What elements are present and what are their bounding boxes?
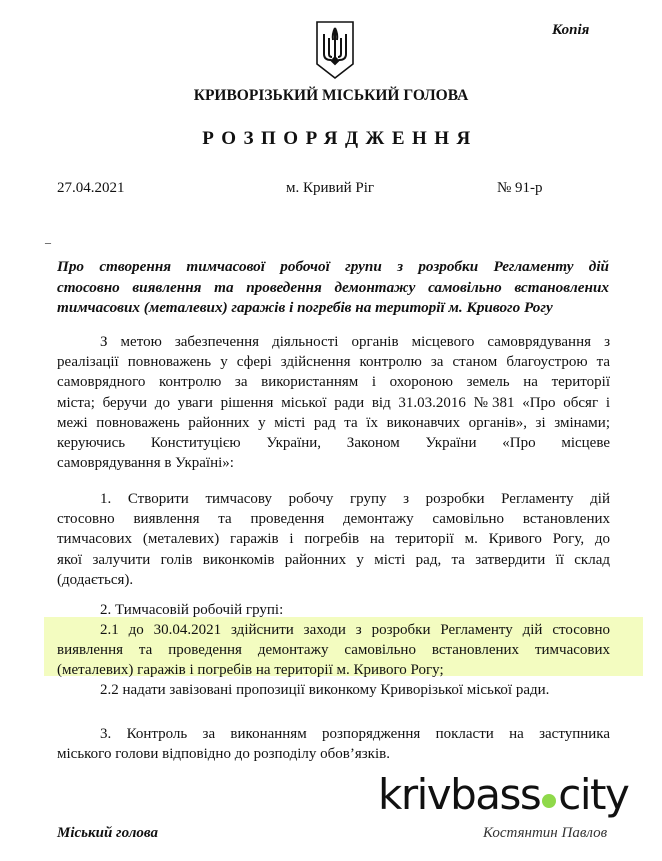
subject-line: Про створення тимчасової робочої групи з розробки Регламенту дій bbox=[57, 258, 609, 275]
item-3-line: 3. Контроль за виконанням розпорядження покласти на заступника bbox=[100, 726, 610, 742]
item-2-paragraph bbox=[57, 600, 610, 700]
signer-name: Костянтин Павлов bbox=[483, 825, 608, 841]
preamble-line: межі повноважень районних у місті рад та їх виконавчих органів», зі змінами; bbox=[57, 414, 610, 431]
document-city: м. Кривий Ріг bbox=[286, 180, 375, 196]
item-1-line: тимчасових (металевих) гаражів і погребів на території м. Кривого Рогу, до bbox=[57, 531, 610, 548]
item-1-line: стосовно виявлення та проведення демонтажу самовільно встановлених bbox=[57, 511, 610, 528]
preamble-line: самоврядування в Україні»: bbox=[57, 455, 234, 472]
item-3-paragraph bbox=[57, 724, 610, 764]
item-2-1-line: виявлення та проведення демонтажу самовільно встановлених тимчасових bbox=[57, 642, 610, 658]
item-2-1-line: 2.1 до 30.04.2021 здійснити заходи з розробки Регламенту дій стосовно bbox=[100, 622, 610, 638]
item-2-heading: 2. Тимчасовій робочій групі: bbox=[100, 602, 284, 618]
watermark-dot-icon bbox=[542, 794, 556, 808]
preamble-paragraph bbox=[57, 332, 610, 473]
watermark-text-part1: krivbass bbox=[378, 770, 541, 819]
subject-line: стосовно виявлення та проведення демонтажу самовільно встановлених bbox=[57, 278, 609, 296]
preamble-line: реалізації повноважень у сфері здійснення контролю за станом благоустрою та bbox=[57, 354, 610, 371]
watermark-text-part2: city bbox=[558, 770, 629, 819]
preamble-line: З метою забезпечення діяльності органів місцевого самоврядування з bbox=[100, 334, 610, 350]
subject-line: тимчасових (металевих) гаражів і погребів на території м. Кривого Рогу bbox=[57, 299, 553, 316]
document-date: 27.04.2021 bbox=[57, 180, 125, 196]
item-3-line: міського голови відповідно до розподілу обов’язків. bbox=[57, 746, 390, 763]
item-1-line: (додається). bbox=[57, 571, 134, 588]
item-1-line: якої залучити голів виконкомів районних у місті рад, та затвердити її склад bbox=[57, 551, 610, 568]
item-1-line: 1. Створити тимчасову робочу групу з розробки Регламенту дій bbox=[100, 491, 610, 507]
item-1-paragraph bbox=[57, 489, 610, 590]
preamble-line: керуючись Конституцією України, Законом України «Про місцеве bbox=[57, 434, 610, 451]
signer-title: Міський голова bbox=[57, 825, 159, 841]
copy-mark: Копія bbox=[552, 22, 590, 38]
document-subject bbox=[57, 257, 609, 319]
item-2-1-line: (металевих) гаражів і погребів на території м. Кривого Рогу; bbox=[57, 662, 444, 678]
trident-coat-of-arms-icon bbox=[315, 20, 355, 80]
document-type-title: РОЗПОРЯДЖЕННЯ bbox=[202, 128, 478, 149]
issuing-authority: КРИВОРІЗЬКИЙ МІСЬКИЙ ГОЛОВА bbox=[193, 87, 469, 104]
item-2-2-line: 2.2 надати завізовані пропозиції виконкому Криворізької міської ради. bbox=[100, 682, 550, 698]
document-number: № 91-р bbox=[497, 180, 543, 196]
krivbass-city-watermark-logo bbox=[378, 772, 628, 818]
preamble-line: міста; беручи до уваги рішення міської ради від 31.03.2016 №381 «Про обсяг і bbox=[57, 394, 610, 411]
preamble-line: самоврядного контролю за використанням і охороною земель на території bbox=[57, 374, 610, 391]
dash-mark: – bbox=[45, 235, 51, 249]
